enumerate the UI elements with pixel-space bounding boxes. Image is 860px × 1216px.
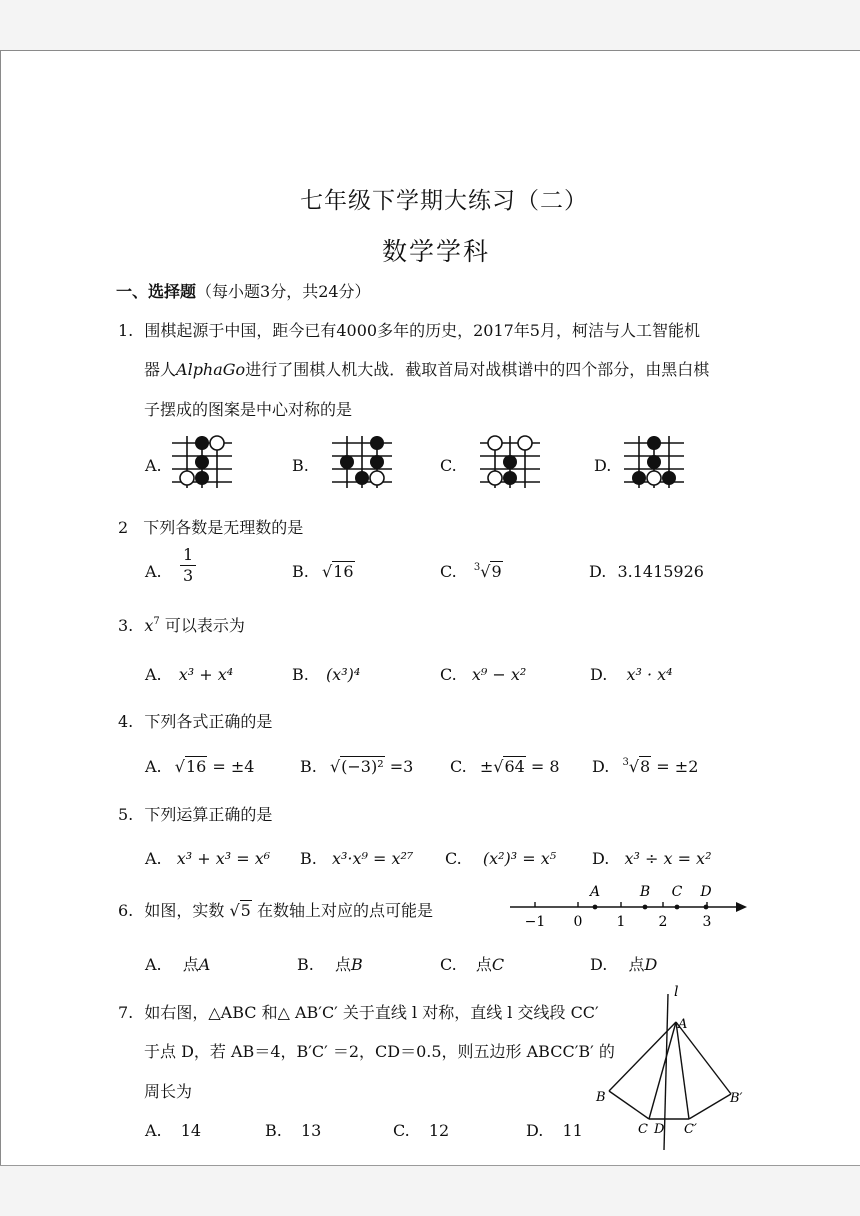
question-number: 2 — [118, 518, 129, 537]
section-note: （每小题3分，共24分） — [196, 282, 371, 301]
question-4 — [118, 709, 272, 732]
question-text: 进行了围棋人机大战．截取首局对战棋谱中的四个部分，由黑白棋 — [245, 360, 710, 379]
axis-tick-label: 1 — [616, 914, 626, 930]
arrow-head-icon — [736, 902, 747, 912]
numerator: 1 — [180, 545, 196, 566]
axis-point — [643, 905, 648, 910]
option-label: B. — [265, 1121, 282, 1140]
page-top-margin — [0, 0, 860, 51]
label-d: D — [654, 1122, 665, 1137]
radicand: 16 — [333, 562, 354, 581]
option-label: B. — [297, 955, 314, 974]
q3-option-a — [145, 665, 233, 684]
q5-option-a — [145, 849, 270, 868]
point-label: B — [350, 955, 363, 974]
option-label: C. — [440, 562, 457, 581]
q5-option-c — [445, 849, 556, 868]
option-expression: x³ + x³ = x⁶ — [176, 849, 271, 868]
q6-option-d — [590, 952, 657, 975]
question-text: 如右图，△ABC 和△ AB′C′ 关于直线 l 对称，直线 l 交线段 CC′ — [144, 1003, 599, 1022]
option-label: A. — [145, 665, 162, 684]
option-value: 12 — [428, 1121, 450, 1140]
option-label: D. — [590, 955, 608, 974]
option-expression: (x³)⁴ — [325, 665, 361, 684]
label-b-prime: B′ — [730, 1091, 743, 1106]
question-text: 可以表示为 — [164, 616, 245, 635]
q3-option-d — [590, 665, 673, 684]
question-text: 围棋起源于中国，距今已有4000多年的历史，2017年5月，柯洁与人工智能机 — [144, 321, 700, 340]
q5-option-d — [592, 849, 712, 868]
radicand: 64 — [504, 757, 525, 776]
question-text: 在数轴上对应的点可能是 — [256, 901, 433, 920]
option-expression: = ±4 — [212, 757, 255, 776]
label-b: B — [596, 1090, 606, 1105]
option-label: A. — [145, 1121, 162, 1140]
option-label: C. — [445, 849, 462, 868]
option-label: C. — [440, 955, 457, 974]
axis-tick-label: 0 — [573, 914, 583, 930]
axis-tick-label: −1 — [524, 914, 546, 930]
exam-title: 七年级下学期大练习（二） — [300, 188, 588, 214]
option-label: D. — [592, 849, 610, 868]
section-label: 一、选择题 — [116, 282, 197, 301]
option-text: 点 — [628, 955, 645, 974]
question-number: 5. — [118, 805, 134, 824]
axis-point — [675, 905, 680, 910]
page-bottom-margin — [0, 1165, 860, 1216]
root-index: 3 — [622, 757, 629, 768]
option-a-label: A. — [145, 456, 162, 475]
option-d-label: D. — [594, 456, 612, 475]
option-expression: =3 — [389, 757, 414, 776]
question-number: 3. — [118, 616, 134, 635]
question-7-line-3: 周长为 — [144, 1082, 193, 1101]
option-expression: = ±2 — [656, 757, 699, 776]
go-pattern-d — [622, 432, 686, 490]
option-text: 点 — [182, 955, 199, 974]
option-expression: x³·x⁹ = x²⁷ — [331, 849, 414, 868]
radicand: (−3)² — [341, 757, 384, 776]
radicand: 8 — [640, 757, 651, 776]
radicand: 9 — [491, 562, 502, 581]
radicand: 16 — [185, 757, 207, 776]
question-1-line-2 — [144, 357, 709, 380]
q5-option-b — [300, 849, 413, 868]
q4-option-a: A. √16 = ±4 — [145, 757, 255, 776]
math-exponent: 7 — [153, 616, 160, 627]
question-number: 1. — [118, 321, 134, 340]
option-label: A. — [145, 849, 162, 868]
option-label: D. — [589, 562, 607, 581]
go-pattern-b — [330, 432, 394, 490]
question-text: 下列各式正确的是 — [144, 712, 273, 731]
q2-option-c: C. $^3$√9 — [440, 562, 502, 581]
option-expression: x³ ÷ x = x² — [624, 849, 712, 868]
axis-tick-label: 2 — [658, 914, 668, 930]
option-text: 点 — [475, 955, 492, 974]
question-text: 如图，实数 — [144, 901, 225, 920]
q7-option-b — [265, 1121, 321, 1140]
q7-option-c — [393, 1121, 449, 1140]
q6-option-b — [297, 952, 363, 975]
option-label: A. — [145, 955, 162, 974]
axis-point — [704, 905, 709, 910]
option-label: D. — [590, 665, 608, 684]
q2-option-a-label: A. — [145, 562, 162, 581]
option-label: B. — [292, 665, 309, 684]
option-value: 13 — [300, 1121, 322, 1140]
math-base: x — [144, 616, 154, 635]
question-7-line-1 — [118, 1000, 599, 1023]
option-label: B. — [300, 757, 317, 776]
option-expression: = 8 — [530, 757, 560, 776]
question-number: 6. — [118, 901, 134, 920]
q6-option-c — [440, 952, 504, 975]
option-value: 3.1415926 — [617, 562, 704, 581]
page-left-border — [0, 50, 1, 1165]
option-text: 点 — [334, 955, 351, 974]
root-index: 3 — [473, 562, 481, 573]
axis-tick-label: 3 — [702, 914, 712, 930]
radicand: 5 — [240, 901, 251, 920]
question-7-line-2: 于点 D，若 AB＝4，B′C′ ＝2，CD＝0.5，则五边形 ABCC′B′ 的 — [144, 1042, 615, 1061]
option-label: B. — [300, 849, 317, 868]
question-number: 4. — [118, 712, 134, 731]
segment-b2c2 — [689, 1094, 731, 1119]
q4-option-c: C. ±√64 = 8 — [450, 757, 560, 776]
option-b-label: B. — [292, 456, 309, 475]
q7-option-d — [526, 1121, 583, 1140]
question-6: 6. 如图，实数 √5 在数轴上对应的点可能是 — [118, 901, 433, 920]
option-label: B. — [292, 562, 309, 581]
option-expression: x³ · x⁴ — [626, 665, 673, 684]
question-text-italic: AlphaGo — [176, 360, 246, 379]
axis-point-label: A — [589, 884, 601, 900]
option-expression: (x²)³ = x⁵ — [482, 849, 557, 868]
q2-option-b: B. √16 — [292, 562, 354, 581]
question-2 — [118, 515, 303, 538]
option-c-label: C. — [440, 456, 457, 475]
option-label: C. — [450, 757, 467, 776]
point-label: C — [491, 955, 505, 974]
q2-option-a-fraction — [180, 545, 196, 586]
question-text: 下列运算正确的是 — [144, 805, 273, 824]
question-5 — [118, 802, 272, 825]
section-heading — [116, 279, 371, 302]
q7-option-a — [145, 1121, 201, 1140]
option-value: 11 — [562, 1121, 583, 1140]
option-expression: x³ + x⁴ — [178, 665, 234, 684]
label-l: l — [674, 984, 679, 1000]
number-line-figure — [505, 880, 750, 932]
q6-option-a — [145, 952, 210, 975]
go-pattern-a — [170, 432, 234, 490]
axis-point-label: B — [639, 884, 651, 900]
q4-option-d: D. $^3$√8 = ±2 — [592, 757, 699, 776]
exam-subject: 数学学科 — [382, 237, 491, 266]
option-label: D. — [592, 757, 610, 776]
option-label: D. — [526, 1121, 544, 1140]
option-value: 14 — [180, 1121, 202, 1140]
go-pattern-c — [478, 432, 542, 490]
point-label: D — [644, 955, 658, 974]
question-text: 器人 — [144, 360, 177, 379]
label-c: C — [638, 1122, 648, 1137]
plus-minus: ± — [479, 757, 494, 776]
segment-bc — [609, 1091, 649, 1119]
option-label: A. — [145, 757, 162, 776]
label-c-prime: C′ — [684, 1122, 697, 1137]
option-label: C. — [440, 665, 457, 684]
q3-option-c — [440, 665, 526, 684]
axis-point — [593, 905, 598, 910]
axis-line-l — [664, 994, 668, 1150]
label-a: A — [678, 1017, 688, 1032]
question-1-line-1 — [118, 318, 700, 341]
q3-option-b — [292, 665, 360, 684]
question-3 — [118, 613, 245, 636]
point-label: A — [198, 955, 211, 974]
option-label: C. — [393, 1121, 410, 1140]
symmetry-figure — [592, 984, 760, 1154]
question-number: 7. — [118, 1003, 134, 1022]
axis-point-label: C — [671, 884, 683, 900]
denominator: 3 — [183, 566, 194, 585]
axis-point-label: D — [700, 884, 712, 900]
q4-option-b: B. √(−3)² =3 — [300, 757, 414, 776]
q2-option-d — [589, 562, 704, 581]
option-expression: x⁹ − x² — [471, 665, 527, 684]
question-text: 下列各数是无理数的是 — [143, 518, 304, 537]
question-1-line-3: 子摆成的图案是中心对称的是 — [144, 400, 353, 419]
